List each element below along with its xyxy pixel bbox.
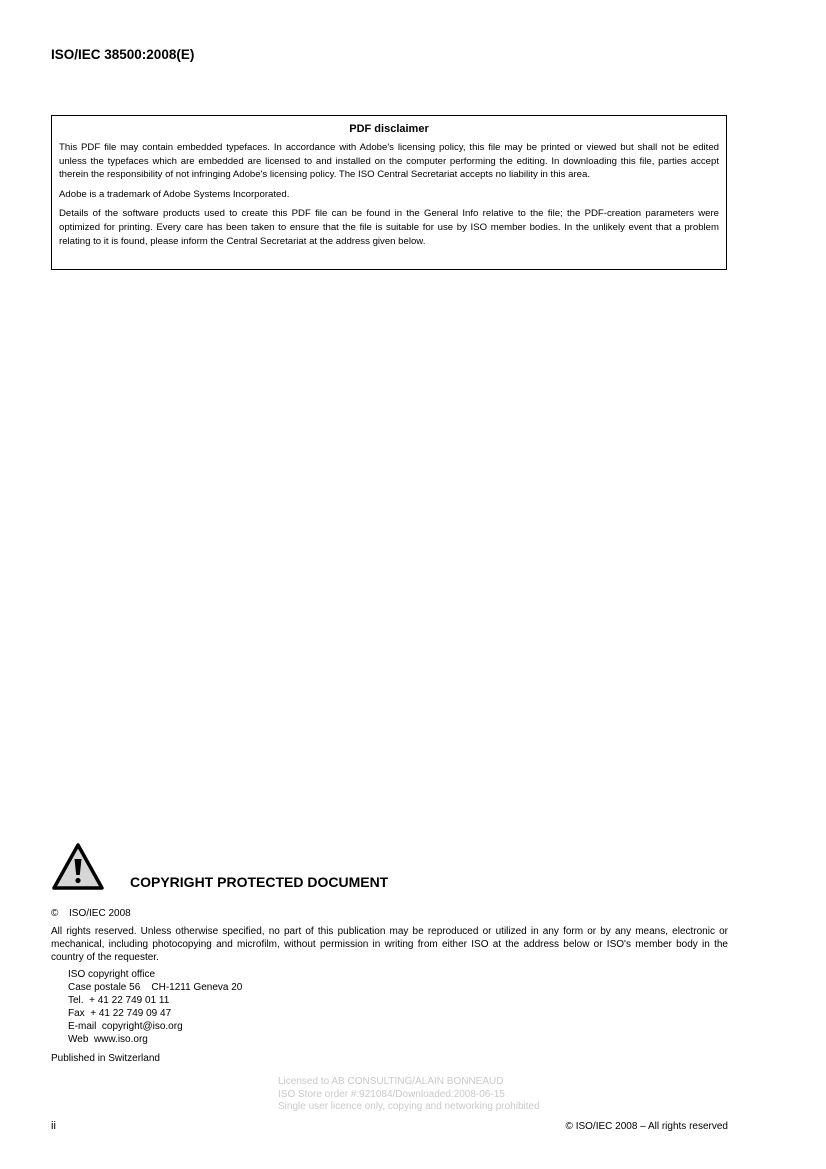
rights-statement: All rights reserved. Unless otherwise specified, no part of this publication may be reproduced or utilized in any form or by any means, electronic or mechanical, including photocopying and microfilm, without permission in writing from either ISO at the address below or ISO's member body in the country of the requester. — [51, 926, 728, 963]
address-line: ISO copyright office — [68, 969, 156, 980]
address-line: Fax + 41 22 749 09 47 — [68, 1008, 172, 1019]
disclaimer-title: PDF disclaimer — [349, 123, 429, 135]
address-line: Tel. + 41 22 749 01 11 — [68, 995, 170, 1006]
warning-triangle-icon — [51, 842, 105, 892]
disclaimer-paragraph: Adobe is a trademark of Adobe Systems Incorporated. — [59, 188, 290, 200]
page-number: ii — [51, 1120, 56, 1132]
published-in: Published in Switzerland — [51, 1053, 160, 1064]
pdf-disclaimer-box — [51, 115, 727, 270]
copyright-office-address — [68, 968, 242, 1046]
copyright-title: COPYRIGHT PROTECTED DOCUMENT — [130, 874, 389, 890]
document-id: ISO/IEC 38500:2008(E) — [51, 47, 195, 62]
licence-line: ISO Store order #:921084/Downloaded:2008-06-15 — [278, 1088, 505, 1100]
disclaimer-paragraph: Details of the software products used to create this PDF file can be found in the General Info relative to the file; the PDF-creation parameters were optimized for printing. Every care has been taken to ensure that the file is suitable for use by ISO member bodies. In the unlikely event that a problem relating to it is found, please inform the Central Secretariat at the address given below. — [59, 208, 719, 247]
address-line: Case postale 56 CH-1211 Geneva 20 — [68, 982, 243, 993]
address-line: E-mail copyright@iso.org — [68, 1021, 183, 1032]
copyright-line — [51, 907, 131, 920]
disclaimer-paragraph: This PDF file may contain embedded typefaces. In accordance with Adobe's licensing policy, this file may be printed or viewed but shall not be edited unless the typefaces which are embedded are licensed to and installed on the computer performing the editing. In downloading this file, parties accept therein the responsibility of not infringing Adobe's licensing policy. The ISO Central Secretariat accepts no liability in this area. — [59, 142, 719, 181]
licence-watermark — [278, 1076, 540, 1114]
copyright-holder: ISO/IEC 2008 — [69, 908, 131, 919]
licence-line: Single user licence only, copying and networking prohibited — [278, 1101, 540, 1112]
licence-line: Licensed to AB CONSULTING/ALAIN BONNEAUD — [278, 1076, 504, 1087]
copyright-symbol: © — [51, 908, 59, 919]
address-line: Web www.iso.org — [68, 1034, 148, 1045]
footer-copyright: © ISO/IEC 2008 – All rights reserved — [565, 1121, 728, 1132]
